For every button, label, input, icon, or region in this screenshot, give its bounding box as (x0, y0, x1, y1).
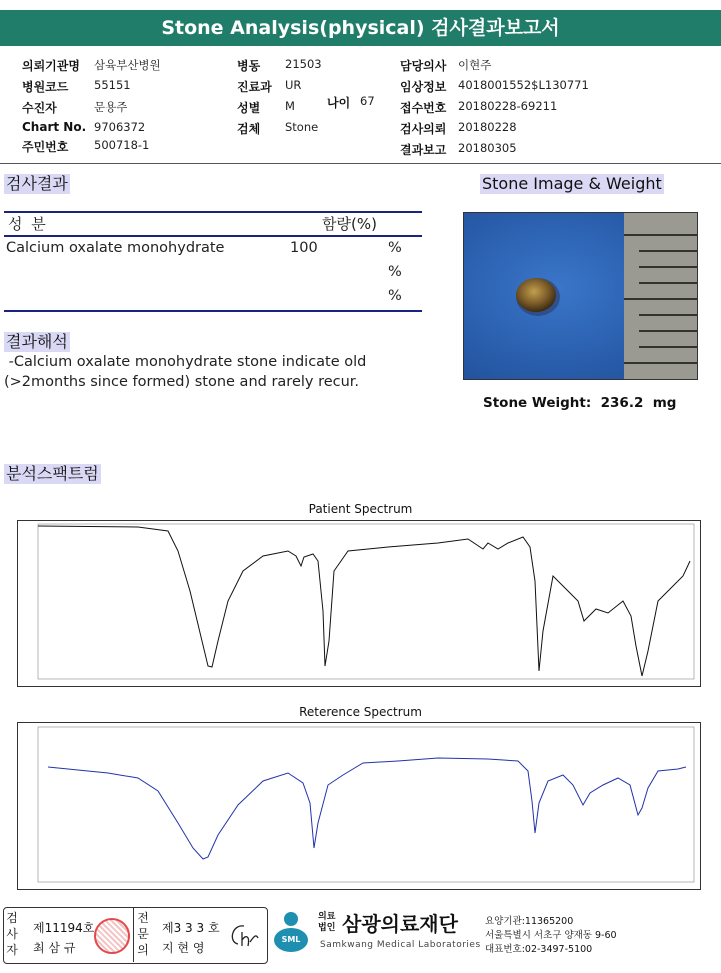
inspector-name: 최 삼 규 (33, 941, 76, 955)
result-component-1: Calcium oxalate monohydrate (6, 240, 225, 256)
specialist-name: 지 현 영 (162, 941, 205, 955)
specialist-label (136, 910, 150, 958)
interpretation-line-1: -Calcium oxalate monohydrate stone indicate old (4, 354, 367, 370)
sml-logo-icon (274, 912, 312, 956)
info-col3 (400, 57, 589, 158)
label-resident-no: 주민번호 (22, 140, 69, 154)
label-receipt-no: 접수번호 (400, 101, 447, 115)
footer-divider (133, 907, 134, 962)
org-address: 서울특별시 서초구 양재동 9-60 (485, 930, 617, 941)
value-institution: 삼육부산병원 (94, 58, 161, 72)
reference-spectrum-plot (18, 723, 700, 889)
value-request-date: 20180228 (458, 120, 517, 134)
value-age: 67 (360, 94, 375, 108)
info-divider (0, 163, 721, 164)
column-component: 성 분 (8, 215, 48, 233)
stone-photo (463, 212, 698, 380)
value-receipt-no: 20180228-69211 (458, 99, 558, 113)
results-header-line (4, 235, 422, 237)
info-col2 (237, 57, 322, 137)
inspector-seal-icon (94, 918, 130, 954)
stone-photo-graphic (464, 213, 697, 379)
patient-spectrum-chart (17, 520, 701, 687)
inspector-label (5, 910, 19, 958)
stone-title: Stone Image & Weight (482, 174, 662, 193)
label-age: 나이 (327, 96, 351, 110)
sml-logo-text: SML (274, 928, 308, 952)
reference-spectrum-title: Reterence Spectrum (299, 705, 422, 719)
label-hospital-code: 병원코드 (22, 80, 69, 94)
specialist-signature-icon (224, 920, 260, 950)
label-request-date: 검사의뢰 (400, 122, 447, 136)
value-department: UR (285, 78, 302, 92)
label-sex: 성별 (237, 101, 261, 115)
result-unit-2: % (388, 264, 402, 280)
value-sex: M (285, 99, 295, 113)
value-report-date: 20180305 (458, 141, 517, 155)
value-patient: 문용주 (94, 100, 128, 114)
label-patient: 수진자 (22, 101, 57, 115)
label-chart-no: Chart No. (22, 120, 87, 134)
results-title: 검사결과 (6, 174, 68, 193)
org-phone: 대표번호:02-3497-5100 (485, 944, 593, 955)
stone-weight: Stone Weight: 236.2 mg (483, 395, 677, 411)
result-unit-3: % (388, 288, 402, 304)
column-amount: 함량(%) (322, 215, 377, 233)
value-hospital-code: 55151 (94, 78, 131, 92)
specialist-number: 제3 3 3 호 (162, 921, 220, 935)
patient-spectrum-line (38, 526, 690, 676)
org-code: 요양기관:11365200 (485, 916, 574, 927)
inspector-label-text: 검사자 (6, 911, 18, 957)
patient-spectrum-plot (18, 521, 700, 686)
reference-spectrum-chart (17, 722, 701, 890)
label-ward: 병동 (237, 59, 261, 73)
value-clinical-info: 4018001552$L130771 (458, 78, 589, 92)
spectrum-title: 분석스팩트럼 (6, 464, 99, 483)
label-doctor: 담당의사 (400, 59, 447, 73)
label-report-date: 결과보고 (400, 143, 447, 157)
reference-spectrum-line (48, 758, 686, 859)
value-resident-no: 500718-1 (94, 138, 150, 152)
specialist-label-text: 전문의 (137, 911, 149, 957)
interpretation-line-2: (>2months since formed) stone and rarely recur. (4, 374, 360, 390)
result-unit-1: % (388, 240, 402, 256)
org-name: 삼광의료재단 (342, 912, 458, 936)
label-specimen: 검체 (237, 122, 261, 136)
value-specimen: Stone (285, 120, 319, 134)
report-title: Stone Analysis(physical) 검사결과보고서 (0, 10, 721, 46)
org-prefix: 의료법인 (318, 912, 336, 933)
value-ward: 21503 (285, 57, 322, 71)
interpretation-title: 결과해석 (6, 332, 68, 351)
info-col1 (22, 57, 161, 155)
org-english-name: Samkwang Medical Laboratories (320, 940, 481, 950)
results-bottom-line (4, 310, 422, 312)
patient-spectrum-title: Patient Spectrum (308, 502, 413, 516)
value-chart-no: 9706372 (94, 120, 146, 134)
label-clinical-info: 임상정보 (400, 80, 447, 94)
inspector-number: 제11194호 (33, 921, 95, 935)
result-amount-1: 100 (290, 240, 318, 256)
value-doctor: 이현주 (458, 58, 492, 72)
label-department: 진료과 (237, 80, 272, 94)
label-institution: 의뢰기관명 (22, 59, 80, 73)
